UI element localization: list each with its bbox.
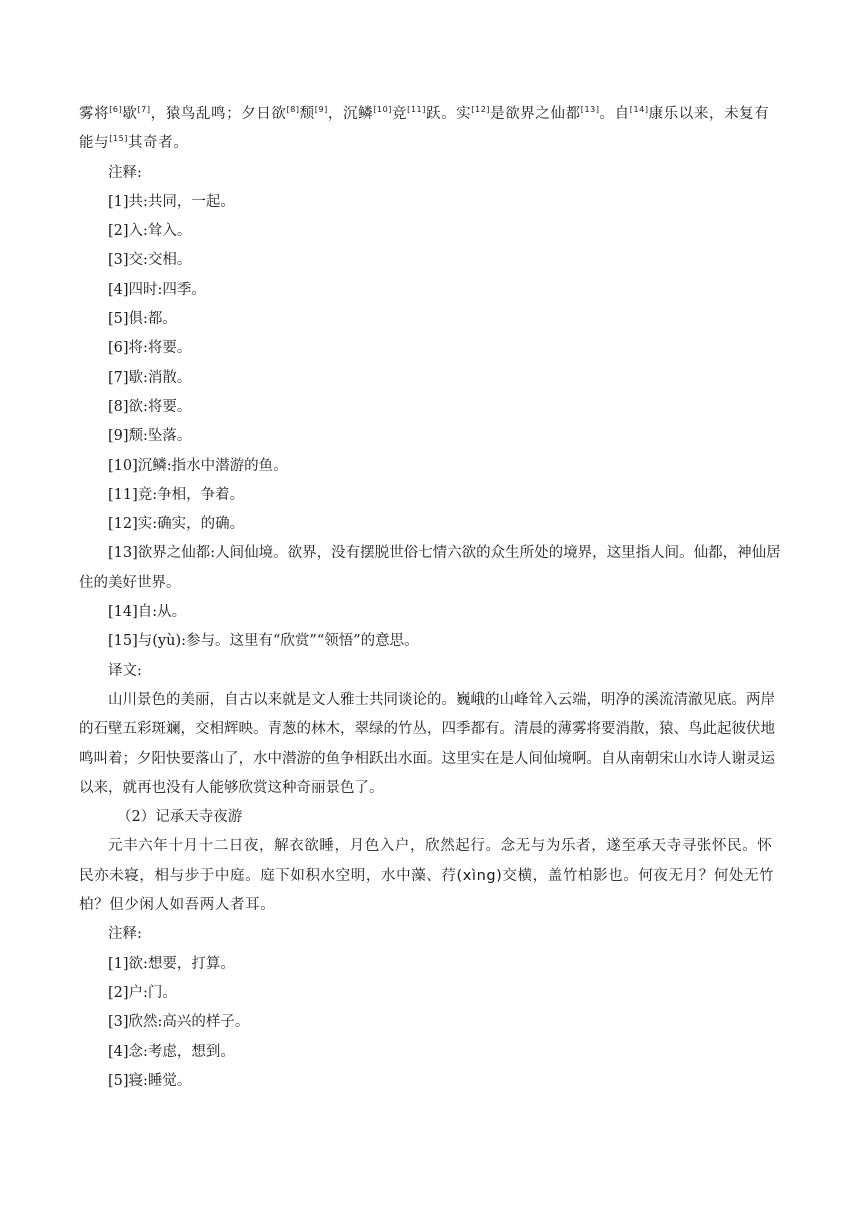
note-item: [3]欣然:高兴的样子。 xyxy=(108,1014,250,1031)
note-item: [7]歇:消散。 xyxy=(108,369,192,386)
note-item: [5]寝:睡觉。 xyxy=(108,1072,192,1089)
note-item: [1]共:共同，一起。 xyxy=(108,193,235,210)
note-item: [10]沉鳞:指水中潜游的鱼。 xyxy=(108,457,288,474)
note-item: [15]与(yù):参与。这里有“欣赏”“领悟”的意思。 xyxy=(108,633,419,650)
note-item: [2]户:门。 xyxy=(108,984,177,1001)
note-item: [1]欲:想要，打算。 xyxy=(108,955,235,972)
document-body xyxy=(79,100,781,1096)
note-item: [11]竞:争相，争着。 xyxy=(108,486,245,503)
note-item: [9]颓:坠落。 xyxy=(108,428,192,445)
note-item: [4]四时:四季。 xyxy=(108,281,206,298)
translation-heading: 译文: xyxy=(108,662,142,679)
note-item: [6]将:将要。 xyxy=(108,340,192,357)
section-2-title: （2）记承天寺夜游 xyxy=(117,809,243,826)
note-item: [5]俱:都。 xyxy=(108,311,177,328)
translation-text: 山川景色的美丽，自古以来就是文人雅士共同谈论的。巍峨的山峰耸入云端，明净的溪流清澈见底。两岸的石壁五彩斑斓，交相辉映。青葱的林木，翠绿的竹丛，四季都有。清晨的薄雾将要消散，猿、鸟此起彼伏地鸣叫着；夕阳快要落山了，水中潜游的鱼争相跃出水面。这里实在是人间仙境啊。自从南朝宋山水诗人谢灵运以来，就再也没有人能够欣赏这种奇丽景色了。 xyxy=(79,691,775,796)
note-item: [8]欲:将要。 xyxy=(108,398,192,415)
passage-2-text: 元丰六年十月十二日夜，解衣欲睡，月色入户，欣然起行。念无与为乐者，遂至承天寺寻张怀民。怀民亦未寝，相与步于中庭。庭下如积水空明，水中藻、荇(xìng)交横，盖竹柏影也。何夜无月？何处无竹柏？但少闲人如吾两人者耳。 xyxy=(79,838,775,914)
note-item: [4]念:考虑，想到。 xyxy=(108,1043,235,1060)
note-item: [13]欲界之仙都:人间仙境。欲界，没有摆脱世俗七情六欲的众生所处的境界，这里指人间。仙都，神仙居住的美好世界。 xyxy=(79,545,781,591)
note-item: [2]入:耸入。 xyxy=(108,223,192,240)
note-item: [12]实:确实，的确。 xyxy=(108,516,245,533)
notes-2-heading: 注释: xyxy=(108,926,142,943)
note-item: [14]自:从。 xyxy=(108,604,187,621)
notes-1-heading: 注释: xyxy=(108,164,142,181)
note-item: [3]交:交相。 xyxy=(108,252,192,269)
passage-1-continuation: 雾将[6]歇[7]，猿鸟乱鸣；夕日欲[8]颓[9]，沉鳞[10]竞[11]跃。实[12]是欲界之仙都[13]。自[14]康乐以来，未复有能与[15]其奇者。 xyxy=(79,105,770,152)
